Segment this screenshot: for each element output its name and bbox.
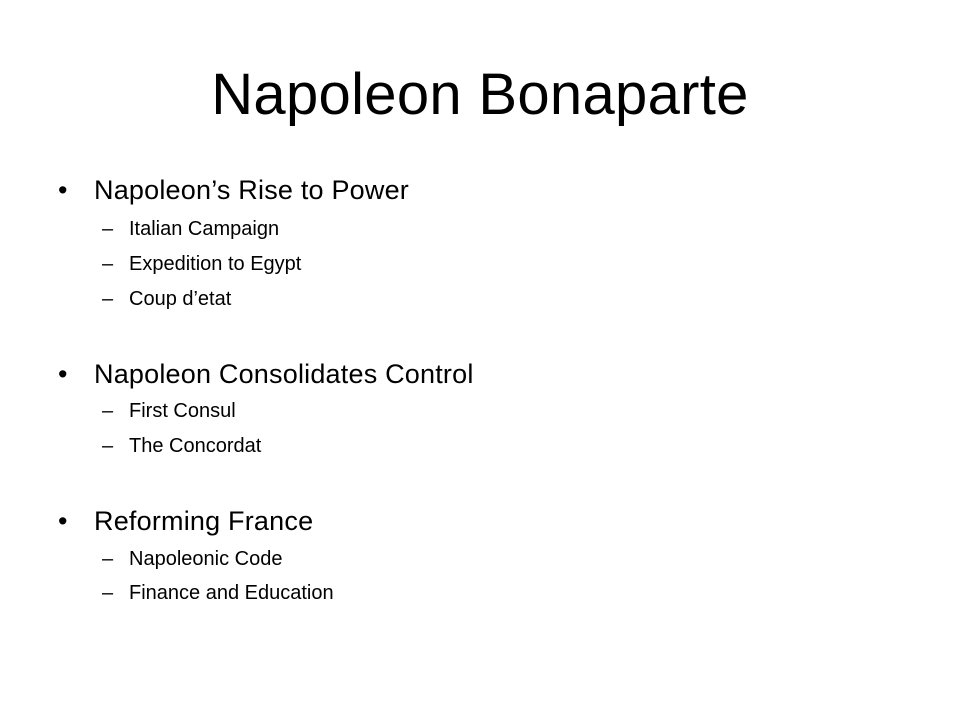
dash-icon: – [102,434,114,457]
section-heading-text: Napoleon’s Rise to Power [94,174,409,205]
sub-item-text: Coup d’etat [129,287,232,310]
sub-item-text: Napoleonic Code [129,547,283,570]
section-heading-reforming-france [58,503,313,539]
dash-icon: – [102,252,114,275]
dash-icon: – [102,581,114,604]
bullet-icon: • [58,505,68,536]
sub-item [102,432,261,460]
slide-title: Napoleon Bonaparte [211,62,749,127]
sub-item-text: Italian Campaign [129,217,280,240]
sub-item [102,250,301,278]
dash-icon: – [102,287,114,310]
dash-icon: – [102,547,114,570]
bullet-icon: • [58,358,68,389]
section-heading-consolidates-control [58,356,474,392]
sub-item [102,579,334,607]
sub-item-text: Finance and Education [129,581,334,604]
dash-icon: – [102,217,114,240]
section-heading-text: Reforming France [94,505,314,536]
sub-item-text: Expedition to Egypt [129,252,302,275]
section-heading-rise-to-power [58,172,409,208]
sub-item [102,215,279,243]
sub-item-text: First Consul [129,399,236,422]
sub-item [102,285,231,313]
sub-item-text: The Concordat [129,434,262,457]
bullet-icon: • [58,174,68,205]
sub-item [102,397,236,425]
sub-item [102,545,282,573]
dash-icon: – [102,399,114,422]
section-heading-text: Napoleon Consolidates Control [94,358,474,389]
